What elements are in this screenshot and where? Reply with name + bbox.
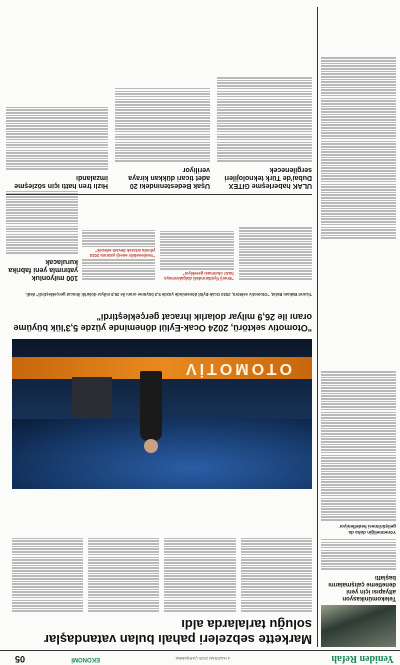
photo-banner-text: OTOMOTİV bbox=[182, 360, 292, 377]
bottom-story-3 bbox=[6, 4, 108, 189]
masthead bbox=[0, 650, 400, 665]
section-label: EKONOMİ bbox=[71, 656, 100, 662]
column-divider bbox=[317, 7, 318, 647]
photo-figure bbox=[140, 371, 162, 441]
main-story-body bbox=[12, 493, 312, 613]
otomotiv-subhead: Ticaret Bakanı Bolat, "Otomotiv sektörü, 2024 Ocak-Eylül döneminde yüzde 5,3 büyüme oranı ile 26,9 milyar dolarlık ihracat gerçekleştirdi" dedi. bbox=[25, 292, 312, 297]
left-column-text-2 bbox=[321, 371, 396, 520]
highlight-2: "Yenilenebilir enerji yatırımı 2024 yılında artarak devam edecek" bbox=[89, 248, 156, 259]
main-headline: Markette sebzeleri pahalı bulan vatandaşlar soluğu tarlalarda aldı bbox=[43, 617, 312, 647]
bottom-story-2-headline: Uşak Bedestenindeki 20 adet ticari dükkan kiraya veriliyor bbox=[128, 166, 210, 189]
photo-figure-head bbox=[144, 439, 158, 453]
masthead-date: 4 HAZİRAN 2025 ÇARŞAMBA bbox=[175, 656, 230, 661]
main-photo bbox=[12, 339, 312, 489]
newspaper-logo: Yeniden Refah bbox=[331, 653, 394, 664]
left-column-text bbox=[321, 539, 396, 570]
bottom-story-3-headline: Hızlı tren hattı için sözleşme imzalandı bbox=[14, 174, 108, 189]
otomotiv-body bbox=[82, 201, 312, 281]
left-column-quote: Yönetmeliğin daha da geliştirilmesi hedefleniyor bbox=[339, 524, 396, 535]
bottom-story-2 bbox=[115, 4, 210, 189]
page-number: 05 bbox=[14, 654, 25, 664]
photo-stage-blue bbox=[12, 419, 312, 489]
left-column-title: Telekomünikasyon altyapısı için yeni denetleme çalışmalarını başlattı bbox=[328, 574, 396, 601]
left-lower-stories bbox=[321, 4, 396, 240]
highlight-1: "Enerji fiyatlarındaki dalgalanmaya hazır olunması gerekiyor" bbox=[164, 271, 234, 281]
section-divider bbox=[6, 194, 312, 195]
otomotiv-headline: "Otomotiv sektörü, 2024 Ocak-Eylül döneminde yüzde 5,3'lük büyüme oranı ile 26,9 milyar dolarlık ihracat gerçekleştirdi" bbox=[13, 312, 312, 333]
left-lower-text bbox=[321, 57, 396, 239]
right-story-headline: 100 milyonluk yatırımla yeni fabrika kurulacak bbox=[8, 258, 78, 281]
bottom-story-1-headline: ULAK haberleşme GİTEX Dubai'de Türk teknolojileri sergilenecek bbox=[224, 166, 312, 189]
photo-podium bbox=[72, 377, 112, 417]
left-column-photo bbox=[321, 605, 396, 647]
left-column bbox=[321, 247, 396, 647]
bottom-story-1 bbox=[217, 4, 312, 189]
